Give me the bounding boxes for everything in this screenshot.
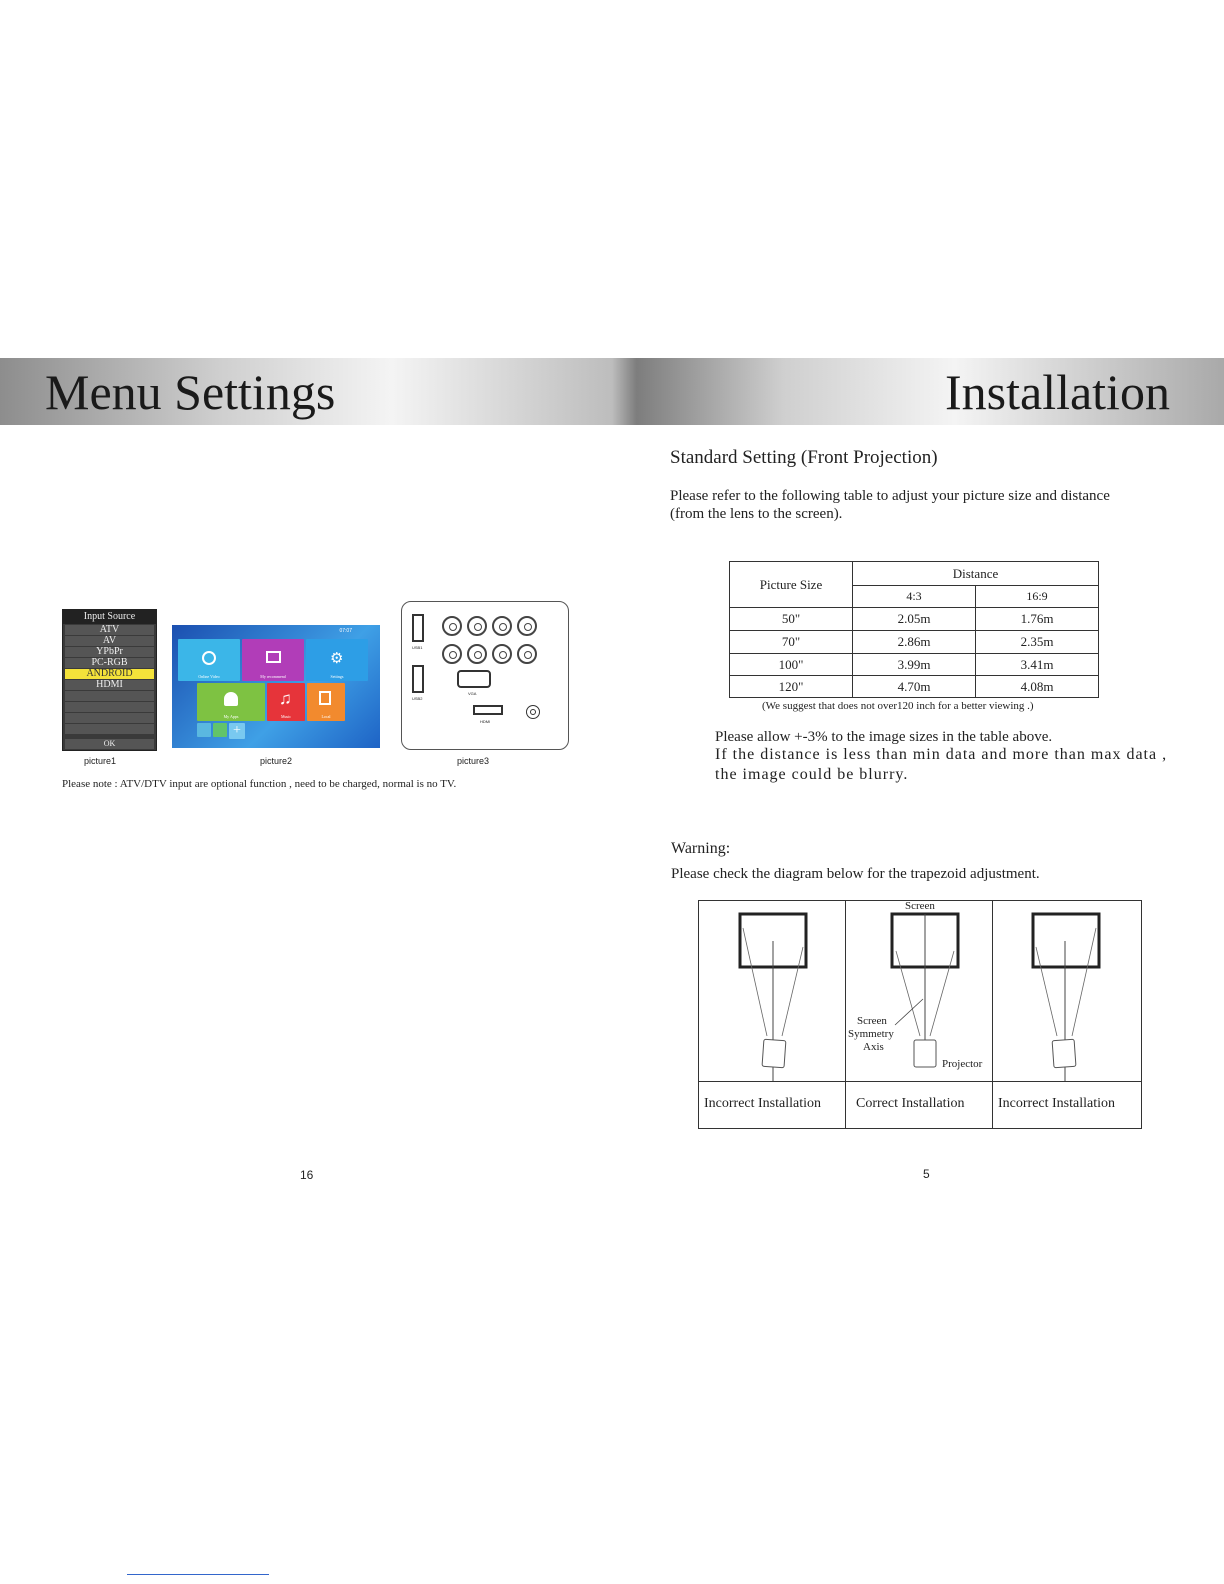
tile-label: Settings bbox=[330, 674, 344, 679]
cell-size: 100" bbox=[730, 654, 853, 676]
av-jack-icon bbox=[467, 644, 487, 664]
input-source-menu bbox=[62, 609, 157, 751]
folder-heart-icon bbox=[266, 651, 281, 663]
axis-label-line-3: Axis bbox=[863, 1041, 884, 1053]
caption-picture1: picture1 bbox=[84, 756, 117, 766]
menu-item-empty bbox=[65, 713, 154, 723]
menu-item-empty bbox=[65, 702, 154, 712]
blurry-warning-line-1: If the distance is less than min data and more than max data , bbox=[715, 746, 1168, 763]
beam-line bbox=[743, 928, 767, 1036]
hdmi-port-icon bbox=[473, 705, 503, 715]
beam-line bbox=[1072, 928, 1096, 1036]
tile-settings bbox=[306, 639, 368, 681]
cell-size: 50" bbox=[730, 608, 853, 631]
caption-picture3: picture3 bbox=[457, 756, 490, 766]
tile-label: Online Video bbox=[198, 674, 220, 679]
cell-size: 70" bbox=[730, 631, 853, 654]
av-jack-icon bbox=[517, 616, 537, 636]
cell-distance-4-3: 2.05m bbox=[853, 608, 976, 631]
film-reel-icon bbox=[202, 651, 216, 665]
cell-distance-4-3: 3.99m bbox=[853, 654, 976, 676]
usb2-label: USB2 bbox=[412, 696, 423, 701]
tile-label: My recommend bbox=[260, 674, 286, 679]
table-row bbox=[730, 654, 1099, 676]
cell-distance-16-9: 4.08m bbox=[976, 676, 1099, 698]
cell-size: 120" bbox=[730, 676, 853, 698]
app-shortcut-icon bbox=[213, 723, 227, 737]
projector-shape bbox=[914, 1040, 936, 1067]
menu-item-hdmi: HDMI bbox=[65, 680, 154, 690]
bottom-rule bbox=[127, 1574, 269, 1575]
warning-heading: Warning: bbox=[671, 840, 731, 857]
optional-function-note: Please note : ATV/DTV input are optional function , need to be charged, normal is no TV. bbox=[62, 778, 457, 790]
caption-picture2: picture2 bbox=[260, 756, 293, 766]
tile-my-recommend bbox=[242, 639, 304, 681]
music-note-icon: ♫ bbox=[279, 689, 292, 708]
tile-music bbox=[267, 683, 305, 721]
projector-shape bbox=[1052, 1039, 1076, 1067]
right-page-number: 5 bbox=[923, 1167, 930, 1181]
tile-label: Local bbox=[321, 714, 331, 719]
header-distance: Distance bbox=[853, 562, 1099, 586]
projector-shape bbox=[762, 1039, 786, 1067]
app-shortcut-icon bbox=[197, 723, 211, 737]
tile-label: My Apps bbox=[223, 714, 239, 719]
table-row bbox=[730, 631, 1099, 654]
vga-label: VGA bbox=[468, 691, 477, 696]
tolerance-note: Please allow +-3% to the image sizes in the table above. bbox=[715, 729, 1053, 745]
dc-power-jack-icon bbox=[526, 705, 540, 719]
distance-table bbox=[729, 561, 1099, 698]
header-ratio-4-3: 4:3 bbox=[853, 586, 976, 608]
header-ratio-16-9: 16:9 bbox=[976, 586, 1099, 608]
menu-item-av: AV bbox=[65, 636, 154, 646]
pointer-line bbox=[895, 999, 923, 1025]
menu-item-atv: ATV bbox=[65, 625, 154, 635]
projection-illustrations bbox=[699, 901, 1141, 1081]
blurry-warning-line-2: the image could be blurry. bbox=[715, 766, 909, 783]
section-heading: Standard Setting (Front Projection) bbox=[670, 447, 938, 468]
axis-label-line-2: Symmetry bbox=[848, 1028, 894, 1040]
left-page-title: Menu Settings bbox=[45, 364, 336, 420]
add-icon: + bbox=[229, 723, 245, 739]
label-incorrect-left: Incorrect Installation bbox=[704, 1096, 822, 1111]
tile-local bbox=[307, 683, 345, 721]
menu-item-pc-rgb: PC-RGB bbox=[65, 658, 154, 668]
beam-line bbox=[1036, 947, 1057, 1036]
tile-label: Music bbox=[281, 714, 291, 719]
table-row bbox=[730, 608, 1099, 631]
gear-icon: ⚙ bbox=[330, 651, 344, 667]
menu-item-android: ANDROID bbox=[65, 669, 154, 679]
row-divider bbox=[699, 1081, 1141, 1082]
av-jack-icon bbox=[442, 644, 462, 664]
axis-label-line-1: Screen bbox=[857, 1015, 887, 1027]
tile-online-video bbox=[178, 639, 240, 681]
diagram-intro: Please check the diagram below for the trapezoid adjustment. bbox=[671, 866, 1040, 882]
dc-power-jack-inner bbox=[530, 709, 536, 715]
tile-my-apps bbox=[197, 683, 265, 721]
cell-distance-16-9: 1.76m bbox=[976, 608, 1099, 631]
trapezoid-diagram bbox=[698, 900, 1142, 1129]
cell-distance-4-3: 4.70m bbox=[853, 676, 976, 698]
header-picture-size: Picture Size bbox=[730, 562, 853, 608]
projector-label: Projector bbox=[942, 1058, 983, 1070]
cell-distance-4-3: 2.86m bbox=[853, 631, 976, 654]
size-suggestion: (We suggest that does not over120 inch for a better viewing .) bbox=[762, 700, 1034, 712]
label-correct: Correct Installation bbox=[856, 1096, 965, 1111]
label-incorrect-right: Incorrect Installation bbox=[998, 1096, 1116, 1111]
android-icon bbox=[224, 692, 238, 706]
beam-line bbox=[782, 947, 803, 1036]
menu-ok: OK bbox=[65, 739, 154, 749]
cell-distance-16-9: 2.35m bbox=[976, 631, 1099, 654]
cell-distance-16-9: 3.41m bbox=[976, 654, 1099, 676]
home-screen-picture bbox=[172, 625, 380, 748]
vga-port-icon bbox=[457, 670, 491, 688]
screen-label: Screen bbox=[905, 900, 935, 912]
beam-line bbox=[930, 951, 954, 1036]
menu-item-empty bbox=[65, 724, 154, 734]
menu-title: Input Source bbox=[63, 610, 156, 624]
hdmi-label: HDMI bbox=[480, 719, 491, 724]
av-jack-icon bbox=[442, 616, 462, 636]
beam-line bbox=[896, 951, 920, 1036]
usb-port-icon bbox=[412, 665, 424, 693]
usb1-label: USB1 bbox=[412, 645, 423, 650]
menu-item-empty bbox=[65, 691, 154, 701]
av-jack-icon bbox=[517, 644, 537, 664]
av-jack-icon bbox=[467, 616, 487, 636]
menu-item-ypbpr: YPbPr bbox=[65, 647, 154, 657]
rear-panel-picture bbox=[401, 601, 569, 750]
right-page-title: Installation bbox=[945, 364, 1170, 420]
av-jack-icon bbox=[492, 644, 512, 664]
clock-text: 07:07 bbox=[339, 628, 352, 634]
usb-port-icon bbox=[412, 614, 424, 642]
left-page-number: 16 bbox=[300, 1168, 314, 1182]
intro-line-2: (from the lens to the screen). bbox=[670, 506, 843, 522]
av-jack-icon bbox=[492, 616, 512, 636]
intro-line-1: Please refer to the following table to adjust your picture size and distance bbox=[670, 488, 1110, 504]
local-file-icon bbox=[319, 691, 331, 705]
table-row bbox=[730, 676, 1099, 698]
